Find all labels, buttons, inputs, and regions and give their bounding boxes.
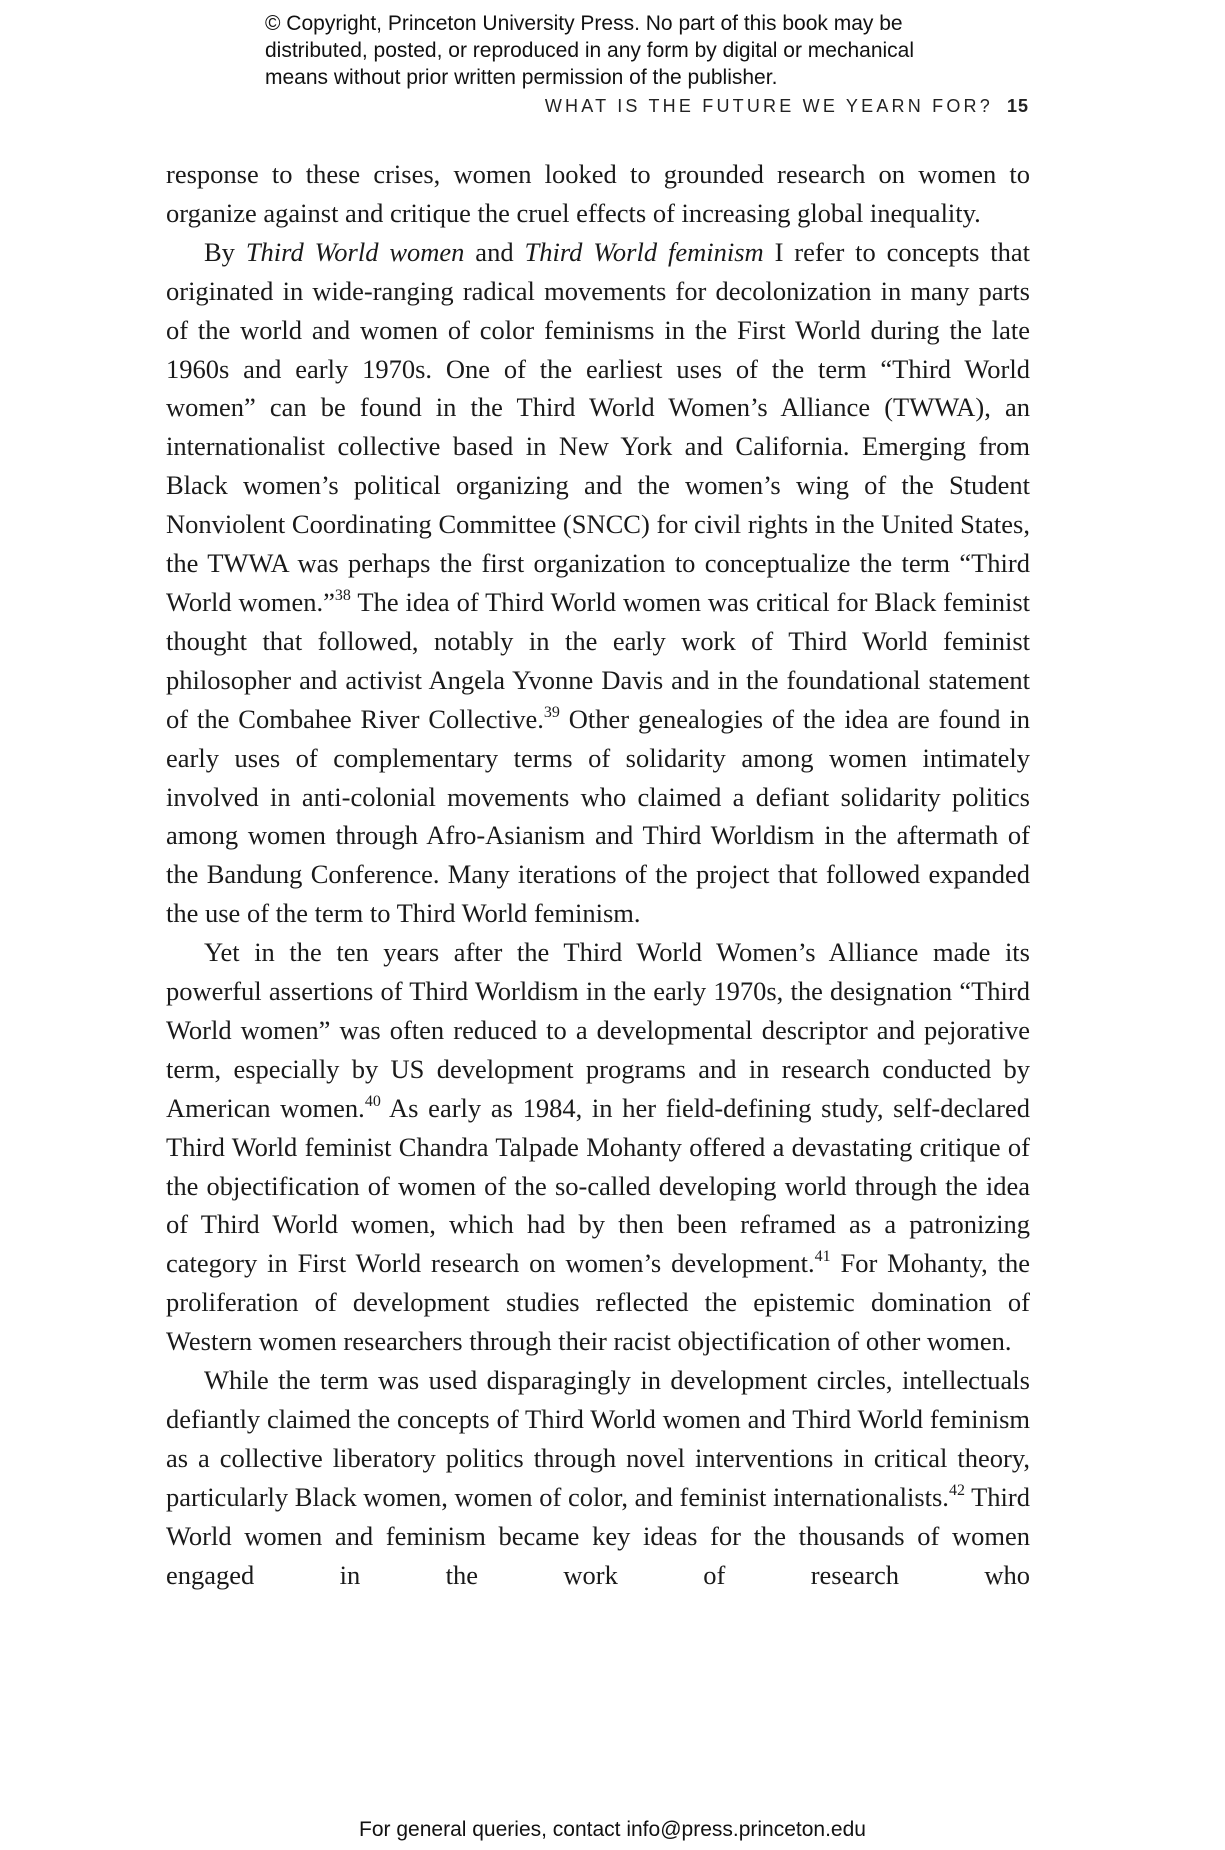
footnote-marker-38: 38 <box>334 586 351 604</box>
footnote-marker-42: 42 <box>948 1481 965 1499</box>
italic-term-third-world-feminism: Third World feminism <box>524 236 764 267</box>
paragraph-4-text: While the term was used disparagingly in development circles, intellectuals defiantly claimed the concepts of Third World women and Third World feminism as a collective liberatory politics through novel interventions in critical theory, particularly Black women, women of color, and feminist internationalists. <box>166 1365 1030 1512</box>
running-head-title: WHAT IS THE FUTURE WE YEARN FOR? <box>544 96 993 116</box>
paragraph-4-text: Third World women and feminism became key ideas for the thousands of women engaged in the work of research who <box>166 1481 1030 1590</box>
footnote-marker-40: 40 <box>364 1092 381 1110</box>
footer-contact: For general queries, contact info@press.princeton.edu <box>359 1818 866 1841</box>
paragraph-3-text: Yet in the ten years after the Third World Women’s Alliance made its powerful assertions of Third Worldism in the early 1970s, the designation “Third World women” was often reduced to a developmental descriptor and pejorative term, especially by US development programs and in research conducted by American women. <box>166 937 1030 1123</box>
paragraph-2-text: By <box>204 236 246 267</box>
paragraph-2-text: I refer to concepts that originated in wide-ranging radical movements for decolonization in many parts of the world and women of color feminisms in the First World during the late 1960s and early 1970s. One of the earliest uses of the term “Third World women” can be found in the Third World Women’s Alliance (TWWA), an internationalist collective based in New York and California. Emerging from Black women’s political organizing and the women’s wing of the Student Nonviolent Coordinating Committee (SNCC) for civil rights in the United States, the TWWA was perhaps the first organization to conceptualize the term “Third World women.” <box>166 236 1031 617</box>
copyright-line-1: © Copyright, Princeton University Press. No part of this book may be <box>265 12 903 35</box>
running-head <box>545 96 1029 117</box>
body-text <box>166 155 1030 1595</box>
paragraph-4 <box>166 1361 1030 1594</box>
copyright-line-3: means without prior written permission of the publisher. <box>265 66 778 89</box>
footnote-marker-39: 39 <box>543 703 560 721</box>
paragraph-1: response to these crises, women looked to grounded research on women to organize against and critique the cruel effects of increasing global inequality. <box>166 159 1030 228</box>
paragraph-2-text: The idea of Third World women was critical for Black feminist thought that followed, notably in the early work of Third World feminist philosopher and activist Angela Yvonne Davis and in the foundational statement of the Combahee River Collective. <box>166 586 1030 734</box>
footnote-marker-41: 41 <box>814 1248 831 1266</box>
paragraph-3-text: For Mohanty, the proliferation of development studies reflected the epistemic domination of Western women researchers through their racist objectification of other women. <box>166 1248 1031 1357</box>
italic-term-third-world-women: Third World women <box>245 236 465 267</box>
copyright-notice <box>265 10 1025 91</box>
paragraph-2-text: and <box>464 236 525 267</box>
paragraph-3-text: As early as 1984, in her field-defining study, self-declared Third World feminist Chandra Talpade Mohanty offered a devastating critique of the objectification of women of the so-called developing world through the idea of Third World women, which had by then been reframed as a patronizing category in First World research on women’s development. <box>166 1092 1030 1279</box>
copyright-line-2: distributed, posted, or reproduced in any form by digital or mechanical <box>265 39 915 62</box>
paragraph-2-text: Other genealogies of the idea are found in early uses of complementary terms of solidarity among women intimately involved in anti-colonial movements who claimed a defiant solidarity politics among women through Afro-Asianism and Third Worldism in the aftermath of the Bandung Conference. Many iterations of the project that followed expanded the use of the term to Third World feminism. <box>166 703 1030 929</box>
page-number: 15 <box>1006 96 1029 116</box>
paragraph-2 <box>166 233 1030 933</box>
paragraph-3 <box>166 933 1030 1361</box>
